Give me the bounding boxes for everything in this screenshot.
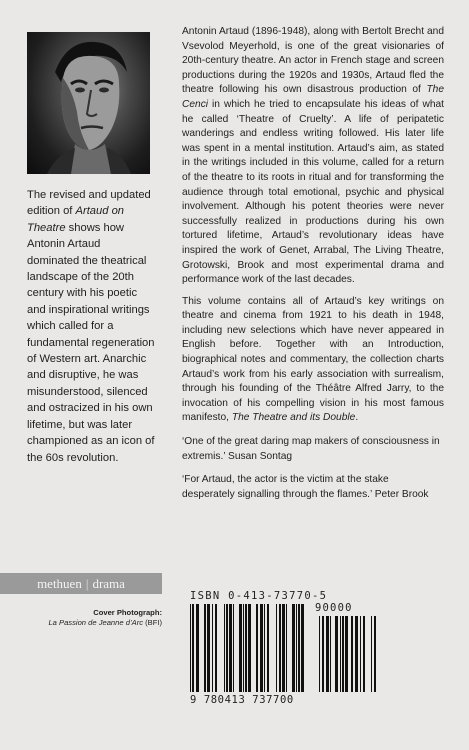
barcode-bar bbox=[351, 616, 353, 692]
barcode-bar bbox=[322, 616, 324, 692]
barcode-bar bbox=[212, 604, 213, 692]
p1-play-title: The Cenci bbox=[182, 84, 444, 110]
barcode-bar bbox=[360, 616, 361, 692]
barcode-bar bbox=[319, 616, 320, 692]
cover-portrait-photo bbox=[27, 32, 150, 174]
publisher-separator: | bbox=[85, 575, 89, 591]
description-paragraph-1 bbox=[182, 25, 444, 288]
barcode-bar bbox=[292, 604, 295, 692]
p1-text-a: Antonin Artaud (1896-1948), along with Bertolt Brecht and Vsevolod Meyerhold, is one of the great visionaries of 20th-century theatre. An actor in French stage and screen productions during the 1920s and 1930s, Artaud fled the theatre following his own disastrous production of bbox=[182, 26, 444, 96]
sontag-quote: ‘One of the great daring map makers of consciousness in extremis.’ Susan Sontag bbox=[182, 436, 440, 462]
credit-line bbox=[10, 618, 162, 628]
barcode-bar bbox=[374, 616, 376, 692]
barcode-bar bbox=[245, 604, 247, 692]
barcode-bar bbox=[226, 604, 228, 692]
barcode-bar bbox=[326, 616, 329, 692]
publisher-imprint: drama bbox=[92, 575, 125, 591]
main-description bbox=[182, 25, 444, 509]
blurb-book-title: Artaud on Theatre bbox=[27, 205, 125, 234]
blurb-intro: The revised and updated edition of bbox=[27, 189, 151, 218]
barcode-bar bbox=[301, 604, 304, 692]
isbn-number: ISBN 0-413-73770-5 bbox=[190, 590, 328, 602]
p1-text-b: in which he tried to encapsulate his ideas of what he called ‘Theatre of Cruelty’. A life of peripatetic wanderings and endless writing followed. His later life was spent in a mental institution. Artaud’s aim, as stated in the writings included in this volume, called for a return of the theatre to its roots in ritual and for transforming the audience through total emotional, psychic and physical involvement. Although his potent theories were never successfully realized in productions during his own tortured lifetime, Artaud’s revolutionary ideas have inspired the work of Genet, Arrabal, The Living Theatre, Grotowski, Brook and most experimental drama and performance work of the last decades. bbox=[182, 98, 444, 286]
barcode-bar bbox=[286, 604, 287, 692]
p2-text-b: . bbox=[355, 412, 359, 424]
barcode-bars bbox=[180, 590, 380, 710]
price-addon-digits: 90000 bbox=[315, 602, 353, 614]
publisher-logo bbox=[0, 573, 162, 594]
barcode-bar bbox=[298, 604, 300, 692]
barcode-bar bbox=[204, 604, 206, 692]
credit-label: Cover Photograph: bbox=[93, 608, 162, 617]
barcode-bar bbox=[196, 604, 199, 692]
barcode-bar bbox=[207, 604, 210, 692]
back-cover-blurb bbox=[27, 187, 155, 466]
barcode-bar bbox=[296, 604, 297, 692]
p2-manifesto-title: The Theatre and its Double bbox=[231, 412, 356, 424]
barcode-bar bbox=[335, 616, 338, 692]
p2-text-a: This volume contains all of Artaud’s key writings on theatre and cinema from 1921 to his death in 1948, including new selections which have never appeared in English before. Together with an Introduction, biographical notes and commentary, the collection charts Artaud’s work from his early association with surrealism, through his founding of the Théâtre Alfred Jarry, to the invocation of his compelling vision in his most famous manifesto, bbox=[182, 295, 444, 424]
barcode-bar bbox=[276, 604, 277, 692]
barcode-bar bbox=[190, 604, 191, 692]
ean-digits: 9 780413 737700 bbox=[190, 694, 294, 706]
barcode-bar bbox=[264, 604, 265, 692]
barcode-bar bbox=[330, 616, 331, 692]
barcode-bar bbox=[342, 616, 344, 692]
barcode-bar bbox=[282, 604, 285, 692]
barcode-bar bbox=[215, 604, 217, 692]
blurb-body: shows how Antonin Artaud dominated the theatrical landscape of the 20th century with his poetic and inspirational writings which called for a fundamental regeneration of Western art. Anarchic and disruptive, he was misunderstood, silenced and ostracized in his own lifetime, but was later championed as an icon of the 60s revolution. bbox=[27, 221, 155, 464]
barcode-bar bbox=[345, 616, 348, 692]
portrait-illustration bbox=[27, 32, 150, 174]
barcode-bar bbox=[229, 604, 232, 692]
barcode-bar bbox=[371, 616, 372, 692]
barcode-bar bbox=[340, 616, 341, 692]
cover-photo-credit bbox=[10, 608, 162, 628]
barcode-bar bbox=[363, 616, 365, 692]
brook-quote: ‘For Artaud, the actor is the victim at the stake desperately signalling through the flames.’ Peter Brook bbox=[182, 474, 429, 500]
barcode-bar bbox=[355, 616, 358, 692]
publisher-name: methuen bbox=[37, 575, 82, 591]
barcode-bar bbox=[233, 604, 234, 692]
barcode-bar bbox=[192, 604, 194, 692]
barcode-bar bbox=[248, 604, 251, 692]
isbn-barcode bbox=[180, 590, 380, 710]
barcode-bar bbox=[256, 604, 258, 692]
barcode-bar bbox=[239, 604, 242, 692]
barcode-bar bbox=[279, 604, 281, 692]
barcode-bar bbox=[224, 604, 225, 692]
credit-source: (BFI) bbox=[143, 618, 162, 627]
barcode-bar bbox=[267, 604, 269, 692]
barcode-bar bbox=[243, 604, 244, 692]
description-paragraph-2 bbox=[182, 295, 444, 426]
barcode-bar bbox=[260, 604, 263, 692]
credit-film-title: La Passion de Jeanne d’Arc bbox=[48, 618, 144, 627]
